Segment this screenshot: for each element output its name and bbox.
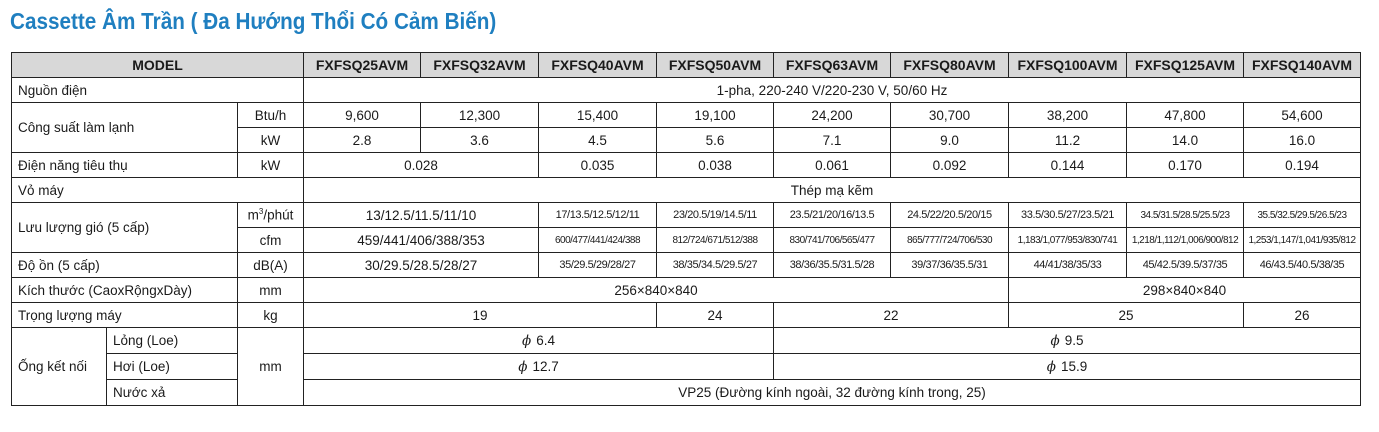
model-header-cell: FXFSQ25AVM [304,53,421,78]
row-label: Độ ồn (5 cấp) [12,253,238,278]
table-cell: 1-pha, 220-240 V/220-230 V, 50/60 Hz [304,78,1361,103]
cooling-btu-row [12,103,1361,128]
table-cell: 46/43.5/40.5/38/35 [1244,253,1361,278]
table-cell: 39/37/36/35.5/31 [891,253,1009,278]
table-cell: 23.5/21/20/16/13.5 [774,203,891,228]
row-label: Vỏ máy [12,178,304,203]
table-cell: 0.038 [657,153,774,178]
table-cell: 30/29.5/28.5/28/27 [304,253,539,278]
table-cell: 38,200 [1009,103,1127,128]
unit-cell: kg [238,303,304,328]
table-cell: 12,300 [421,103,539,128]
table-cell: 0.144 [1009,153,1127,178]
dimensions-row [12,278,1361,303]
power-consumption-row [12,153,1361,178]
table-cell: 1,183/1,077/953/830/741 [1009,228,1127,253]
table-cell: 17/13.5/12.5/12/11 [539,203,657,228]
piping-liquid-row [12,328,1361,354]
row-label: Ống kết nối [12,328,107,406]
table-cell: 3.6 [421,128,539,153]
table-cell: 256×840×840 [304,278,1009,303]
row-sublabel: Lỏng (Loe) [107,328,238,354]
diameter-icon: ϕ [522,332,532,349]
table-cell: 0.035 [539,153,657,178]
table-cell: 9,600 [304,103,421,128]
table-cell: 24.5/22/20.5/20/15 [891,203,1009,228]
weight-row [12,303,1361,328]
casing-row [12,178,1361,203]
unit-cell: mm [238,278,304,303]
row-sublabel: Hơi (Loe) [107,354,238,380]
spec-table [11,52,1361,406]
row-sublabel: Nước xả [107,380,238,406]
table-cell: 34.5/31.5/28.5/25.5/23 [1127,203,1244,228]
table-cell: 1,253/1,147/1,041/935/812 [1244,228,1361,253]
table-cell: 9.0 [891,128,1009,153]
table-cell: 15,400 [539,103,657,128]
table-cell: 812/724/671/512/388 [657,228,774,253]
table-cell: 13/12.5/11.5/11/10 [304,203,539,228]
table-cell: 5.6 [657,128,774,153]
table-cell: 38/35/34.5/29.5/27 [657,253,774,278]
table-cell: 38/36/35.5/31.5/28 [774,253,891,278]
unit-cell: $m^3$/phút [238,203,304,228]
model-header-cell: FXFSQ80AVM [891,53,1009,78]
table-cell: 30,700 [891,103,1009,128]
diameter-icon: ϕ [1046,358,1056,375]
table-cell: 14.0 [1127,128,1244,153]
table-cell: 19,100 [657,103,774,128]
model-header-cell: FXFSQ32AVM [421,53,539,78]
table-cell: 54,600 [1244,103,1361,128]
table-cell: 24,200 [774,103,891,128]
model-header-cell: FXFSQ40AVM [539,53,657,78]
table-cell: 0.061 [774,153,891,178]
table-cell: 11.2 [1009,128,1127,153]
model-header-cell: FXFSQ100AVM [1009,53,1127,78]
table-cell: 600/477/441/424/388 [539,228,657,253]
table-cell: 4.5 [539,128,657,153]
table-cell: 24 [657,303,774,328]
model-header: MODEL [12,53,304,78]
table-cell: 0.092 [891,153,1009,178]
table-cell: 7.1 [774,128,891,153]
table-cell: 25 [1009,303,1244,328]
unit-cell: Btu/h [238,103,304,128]
table-cell: 33.5/30.5/27/23.5/21 [1009,203,1127,228]
table-cell: ϕ 15.9 [774,354,1361,380]
table-cell: 26 [1244,303,1361,328]
unit-cell: mm [238,328,304,406]
table-cell: ϕ 9.5 [774,328,1361,354]
noise-row [12,253,1361,278]
table-cell: 865/777/724/706/530 [891,228,1009,253]
table-cell: 35/29.5/29/28/27 [539,253,657,278]
unit-cell: cfm [238,228,304,253]
table-cell: 22 [774,303,1009,328]
piping-drain-row [12,380,1361,406]
table-cell: 2.8 [304,128,421,153]
unit-cell: dB(A) [238,253,304,278]
row-label: Lưu lượng gió (5 cấp) [12,203,238,253]
header-row [12,53,1361,78]
piping-gas-row [12,354,1361,380]
model-header-cell: FXFSQ140AVM [1244,53,1361,78]
table-cell: 459/441/406/388/353 [304,228,539,253]
table-cell: 1,218/1,112/1,006/900/812 [1127,228,1244,253]
power-supply-row [12,78,1361,103]
row-label: Nguồn điện [12,78,304,103]
page-title: Cassette Âm Trần ( Đa Hướng Thổi Có Cảm Biến) [10,8,497,34]
row-label: Công suất làm lạnh [12,103,238,153]
table-cell: 298×840×840 [1009,278,1361,303]
table-cell: 47,800 [1127,103,1244,128]
unit-cell: kW [238,128,304,153]
table-cell: Thép mạ kẽm [304,178,1361,203]
row-label: Kích thước (CaoxRộngxDày) [12,278,238,303]
table-cell: ϕ 6.4 [304,328,774,354]
table-cell: VP25 (Đường kính ngoài, 32 đường kính trong, 25) [304,380,1361,406]
table-cell: ϕ 12.7 [304,354,774,380]
unit-cell: kW [238,153,304,178]
table-cell: 16.0 [1244,128,1361,153]
table-cell: 23/20.5/19/14.5/11 [657,203,774,228]
model-header-cell: FXFSQ63AVM [774,53,891,78]
table-cell: 44/41/38/35/33 [1009,253,1127,278]
table-cell: 35.5/32.5/29.5/26.5/23 [1244,203,1361,228]
row-label: Trọng lượng máy [12,303,238,328]
model-header-cell: FXFSQ50AVM [657,53,774,78]
table-cell: 830/741/706/565/477 [774,228,891,253]
table-cell: 45/42.5/39.5/37/35 [1127,253,1244,278]
table-cell: 0.194 [1244,153,1361,178]
row-label: Điện năng tiêu thụ [12,153,238,178]
table-cell: 0.028 [304,153,539,178]
table-cell: 19 [304,303,657,328]
diameter-icon: ϕ [1050,332,1060,349]
diameter-icon: ϕ [518,358,528,375]
airflow-m3-row [12,203,1361,228]
model-header-cell: FXFSQ125AVM [1127,53,1244,78]
table-cell: 0.170 [1127,153,1244,178]
